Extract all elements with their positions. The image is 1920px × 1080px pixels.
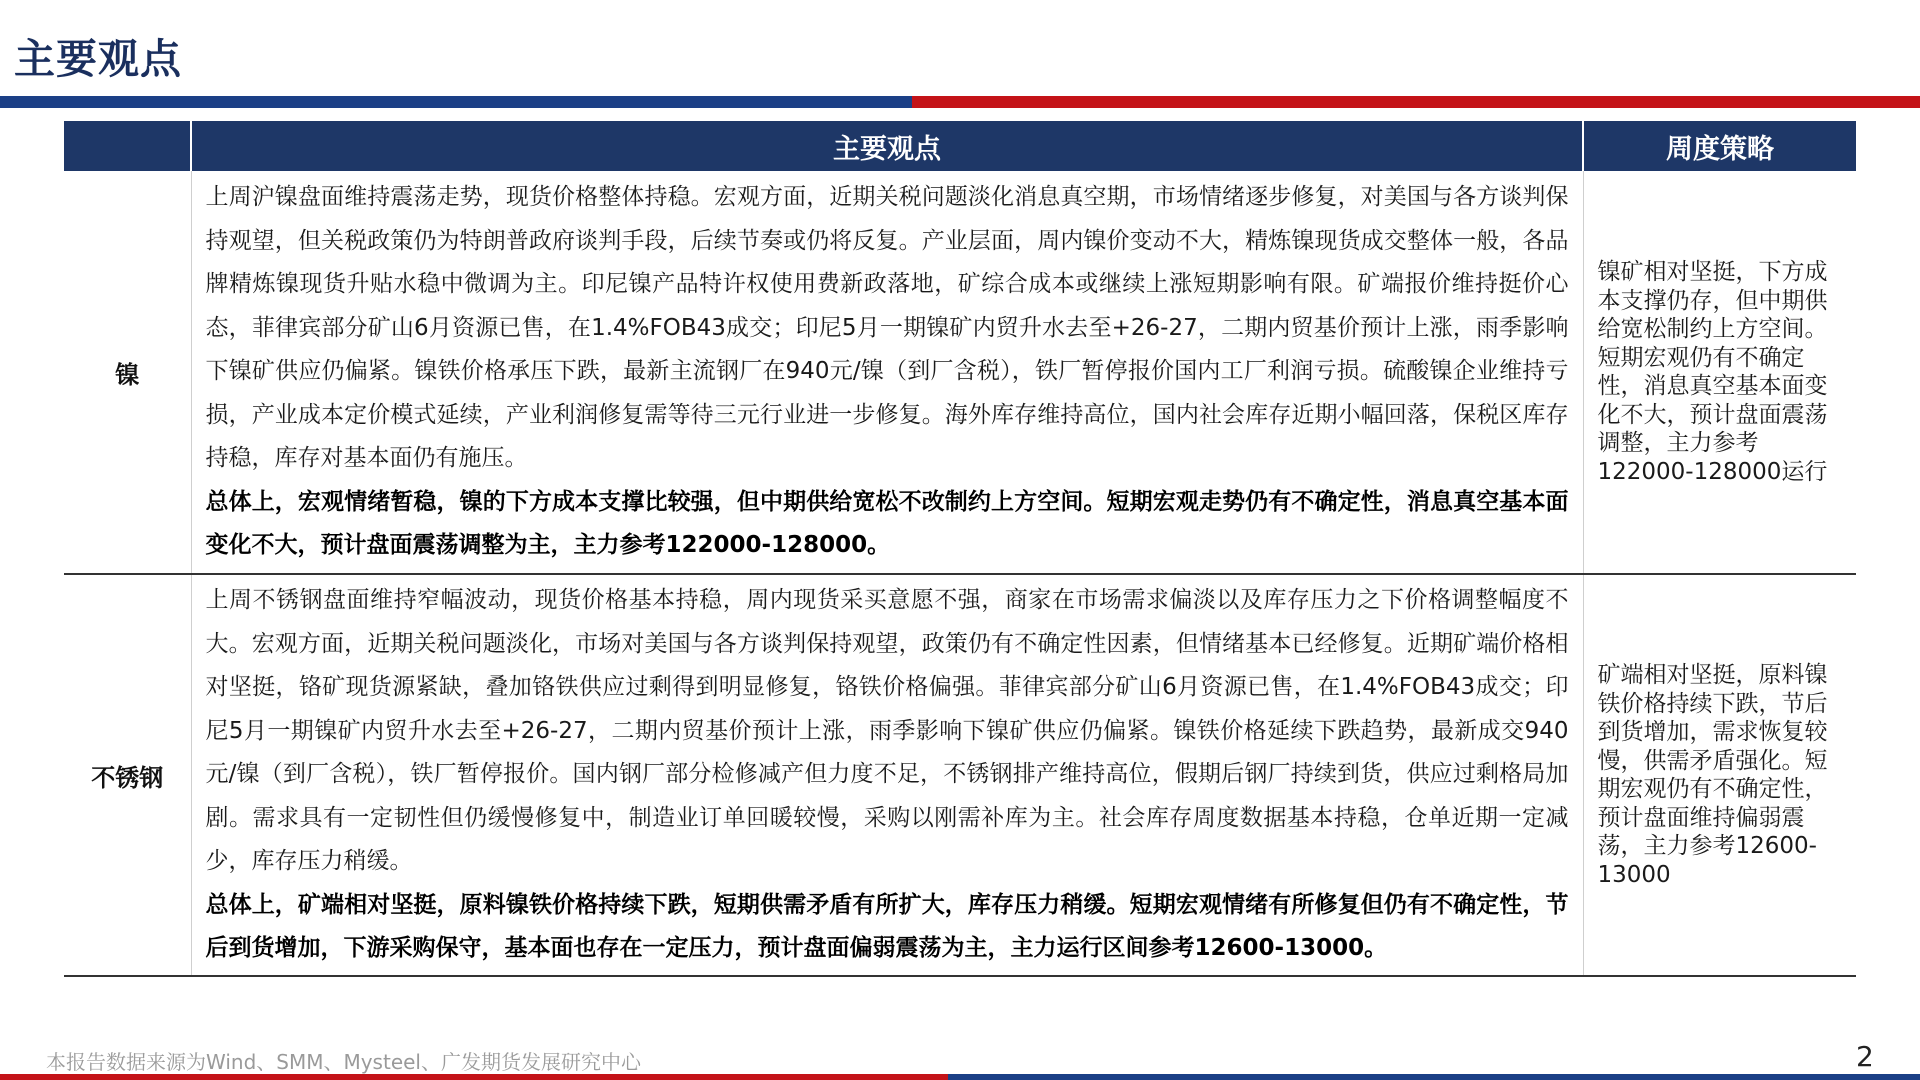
header-category bbox=[64, 121, 191, 171]
viewpoint-summary-nickel: 总体上，宏观情绪暂稳，镍的下方成本支撑比较强，但中期供给宽松不改制约上方空间。短期宏观走势仍有不确定性，消息真空基本面变化不大，预计盘面震荡调整为主，主力参考122000-128000。 bbox=[205, 488, 1569, 559]
page-title: 主要观点 bbox=[14, 35, 182, 83]
title-divider-bar bbox=[0, 96, 1920, 108]
table-row-nickel bbox=[64, 171, 1856, 574]
footer-source-note: 本报告数据来源为Wind、SMM、Mysteel、广发期货发展研究中心 bbox=[46, 1050, 641, 1074]
footer-divider-blue bbox=[948, 1074, 1920, 1080]
viewpoint-cell-nickel bbox=[191, 171, 1583, 574]
table-row-stainless-steel bbox=[64, 574, 1856, 976]
viewpoint-summary-stainless-steel: 总体上，矿端相对坚挺，原料镍铁价格持续下跌，短期供需矛盾有所扩大，库存压力稍缓。短期宏观情绪有所修复但仍有不确定性，节后到货增加，下游采购保守，基本面也存在一定压力，预计盘面偏弱震荡为主，主力运行区间参考12600-13000。 bbox=[205, 891, 1569, 962]
viewpoint-text-stainless-steel: 上周不锈钢盘面维持窄幅波动，现货价格基本持稳，周内现货采买意愿不强，商家在市场需求偏淡以及库存压力之下价格调整幅度不大。宏观方面，近期关税问题淡化，市场对美国与各方谈判保持观望，政策仍有不确定性因素，但情绪基本已经修复。近期矿端价格相对坚挺，铬矿现货源紧缺，叠加铬铁供应过剩得到明显修复，铬铁价格偏强。菲律宾部分矿山6月资源已售，在1.4%FOB43成交；印尼5月一期镍矿内贸升水去至+26-27，二期内贸基价预计上涨，雨季影响下镍矿供应仍偏紧。镍铁价格延续下跌趋势，最新成交940元/镍（到厂含税），铁厂暂停报价。国内钢厂部分检修减产但力度不足，不锈钢排产维持高位，假期后钢厂持续到货，供应过剩格局加剧。需求具有一定韧性但仍缓慢修复中，制造业订单回暖较慢，采购以刚需补库为主。社会库存周度数据基本持稳，仓单近期一定减少，库存压力稍缓。 bbox=[205, 587, 1569, 875]
table-header-row bbox=[64, 121, 1856, 171]
title-divider-blue bbox=[0, 96, 912, 108]
category-stainless-steel: 不锈钢 bbox=[64, 574, 191, 976]
title-divider-red bbox=[912, 96, 1920, 108]
footer-divider-bar bbox=[0, 1074, 1920, 1080]
viewpoint-table bbox=[64, 121, 1856, 977]
header-weekly-strategy: 周度策略 bbox=[1583, 121, 1856, 171]
strategy-nickel: 镍矿相对坚挺，下方成本支撑仍存，但中期供给宽松制约上方空间。短期宏观仍有不确定性，消息真空基本面变化不大，预计盘面震荡调整，主力参考122000-128000运行 bbox=[1583, 171, 1856, 574]
page-number: 2 bbox=[1856, 1040, 1874, 1073]
viewpoint-text-nickel: 上周沪镍盘面维持震荡走势，现货价格整体持稳。宏观方面，近期关税问题淡化消息真空期，市场情绪逐步修复，对美国与各方谈判保持观望，但关税政策仍为特朗普政府谈判手段，后续节奏或仍将反复。产业层面，周内镍价变动不大，精炼镍现货成交整体一般，各品牌精炼镍现货升贴水稳中微调为主。印尼镍产品特许权使用费新政落地，矿综合成本或继续上涨短期影响有限。矿端报价维持挺价心态，菲律宾部分矿山6月资源已售，在1.4%FOB43成交；印尼5月一期镍矿内贸升水去至+26-27，二期内贸基价预计上涨，雨季影响下镍矿供应仍偏紧。镍铁价格承压下跌，最新主流钢厂在940元/镍（到厂含税），铁厂暂停报价国内工厂利润亏损。硫酸镍企业维持亏损，产业成本定价模式延续，产业利润修复需等待三元行业进一步修复。海外库存维持高位，国内社会库存近期小幅回落，保税区库存持稳，库存对基本面仍有施压。 bbox=[205, 184, 1569, 472]
strategy-stainless-steel: 矿端相对坚挺，原料镍铁价格持续下跌，节后到货增加，需求恢复较慢，供需矛盾强化。短期宏观仍有不确定性，预计盘面维持偏弱震荡，主力参考12600-13000 bbox=[1583, 574, 1856, 976]
viewpoint-cell-stainless-steel bbox=[191, 574, 1583, 976]
category-nickel: 镍 bbox=[64, 171, 191, 574]
footer-divider-red bbox=[0, 1074, 948, 1080]
header-main-viewpoint: 主要观点 bbox=[191, 121, 1583, 171]
